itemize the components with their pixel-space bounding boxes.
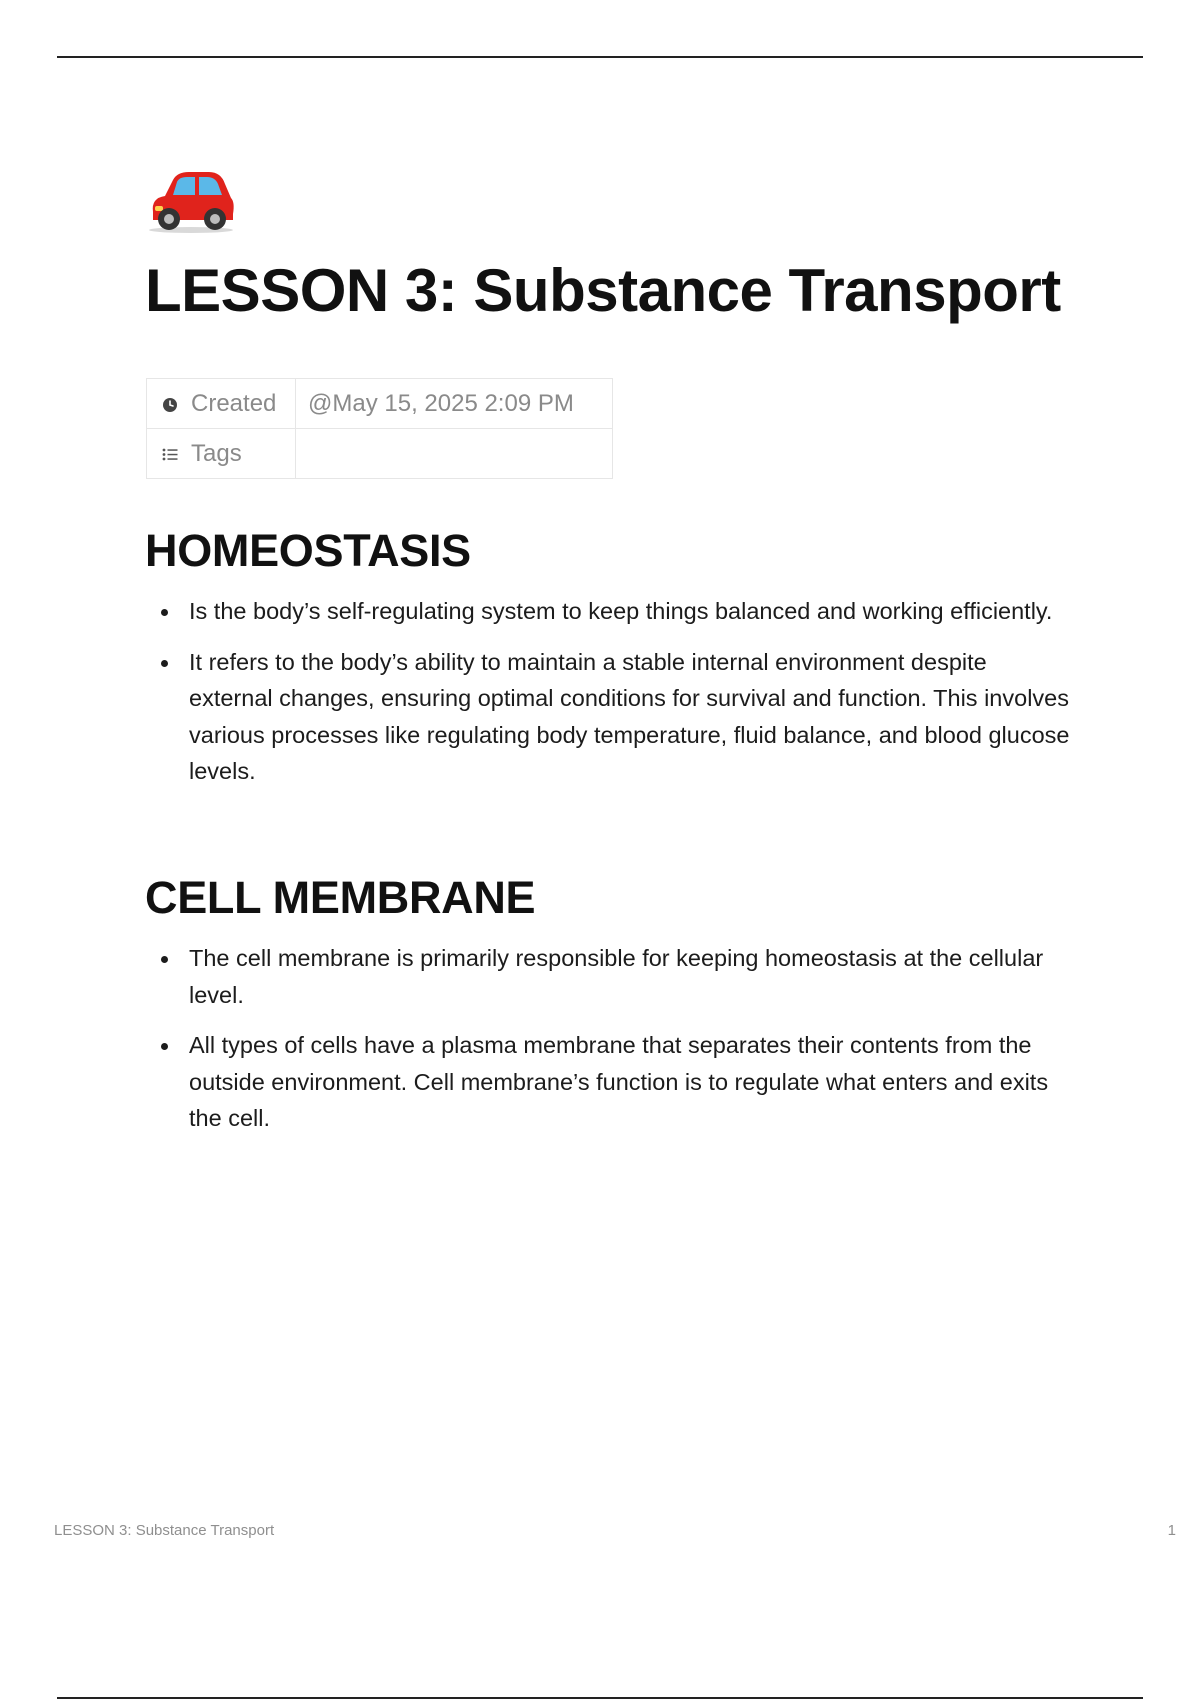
footer-page-number: 1 xyxy=(1167,1522,1176,1539)
bullet-list-homeostasis xyxy=(145,593,1075,804)
clock-icon xyxy=(161,395,179,413)
section-heading-cell-membrane: CELL MEMBRANE xyxy=(145,872,536,923)
list-item: All types of cells have a plasma membrane that separates their contents from the outside environment. Cell membrane’s function is to regulate what enters and exits the cell. xyxy=(145,1027,1075,1137)
list-item: The cell membrane is primarily responsible for keeping homeostasis at the cellular level. xyxy=(145,940,1075,1013)
properties-table xyxy=(146,378,613,479)
property-value-created[interactable]: @May 15, 2025 2:09 PM xyxy=(296,379,613,429)
list-icon xyxy=(161,445,179,463)
property-row-tags[interactable] xyxy=(147,429,613,479)
property-value-tags[interactable] xyxy=(296,429,613,479)
bullet-list-cell-membrane xyxy=(145,940,1075,1151)
bottom-rule xyxy=(57,1697,1143,1699)
page-title: LESSON 3: Substance Transport xyxy=(145,257,1061,324)
list-item: Is the body’s self-regulating system to keep things balanced and working efficiently. xyxy=(145,593,1075,630)
top-rule xyxy=(57,56,1143,58)
footer-title: LESSON 3: Substance Transport xyxy=(54,1522,275,1539)
property-row-created[interactable] xyxy=(147,379,613,429)
property-key-created: Created xyxy=(191,389,277,417)
section-heading-homeostasis: HOMEOSTASIS xyxy=(145,525,471,576)
red-car-icon xyxy=(143,162,239,234)
list-item: It refers to the body’s ability to maintain a stable internal environment despite external changes, ensuring optimal conditions for survival and function. This involves various processes like regulating body temperature, fluid balance, and blood glucose levels. xyxy=(145,644,1075,790)
property-key-tags: Tags xyxy=(191,439,242,467)
